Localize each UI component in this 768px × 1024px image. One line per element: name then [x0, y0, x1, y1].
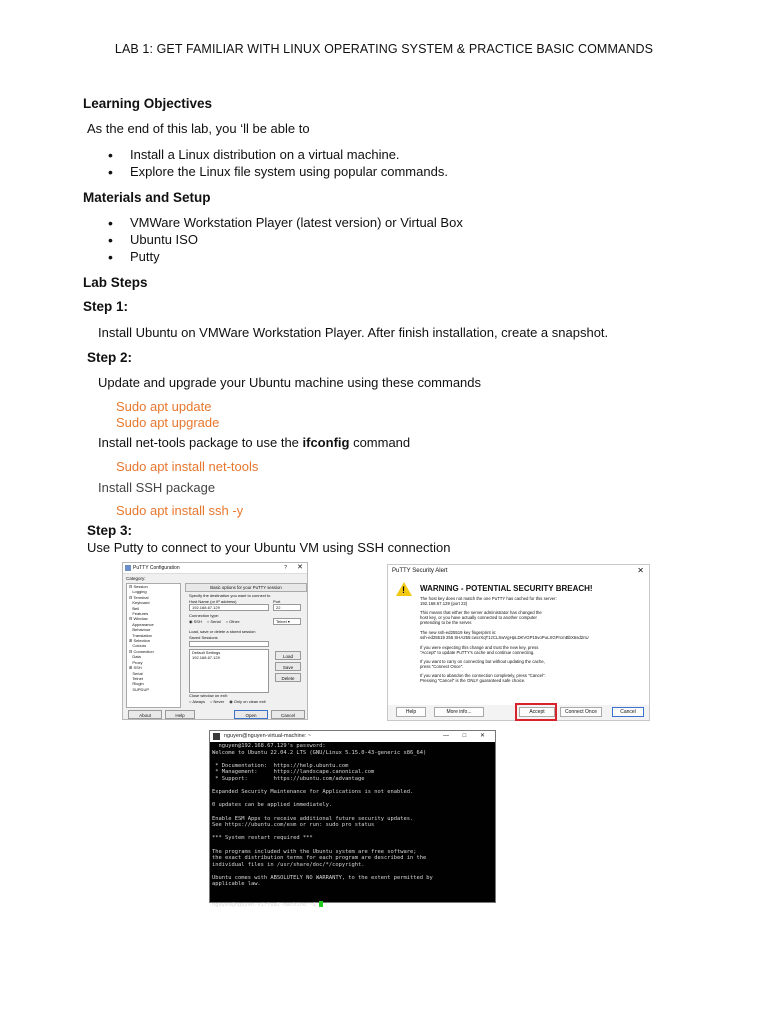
port-label: Port	[273, 599, 281, 604]
close-icon[interactable]: ✕	[637, 566, 644, 575]
saved-sessions-label: Saved Sessions	[189, 635, 218, 640]
terminal-line: * Management: https://landscape.canonical.com	[212, 769, 375, 776]
category-tree-item[interactable]: Appearance	[129, 621, 154, 627]
terminal-line	[212, 868, 493, 875]
nettools-text-post: command	[349, 435, 411, 450]
help-icon[interactable]: ?	[284, 565, 287, 571]
terminal-line: applicable law.	[212, 881, 261, 888]
putty-config-title: PuTTY Configuration	[133, 565, 180, 571]
putty-security-alert	[387, 564, 650, 721]
alert-paragraph: This means that either the server administrator has changed the host key, or you have actually connected to another computer pretending to be the server.	[420, 610, 542, 626]
terminal-line: Expanded Security Maintenance for Applications is not enabled.	[212, 789, 414, 796]
category-tree-item[interactable]: Translation	[129, 632, 152, 638]
connection-type-label: Connection type:	[189, 613, 220, 618]
category-tree-item[interactable]: SUPDUP	[129, 686, 150, 692]
objective-item: • Explore the Linux file system using popular commands.	[130, 164, 448, 179]
terminal-icon	[213, 733, 220, 740]
command-upgrade: Sudo apt upgrade	[116, 415, 220, 430]
step2-text: Update and upgrade your Ubuntu machine using these commands	[98, 375, 482, 390]
destination-label: Specify the destination you want to connect to	[189, 593, 271, 598]
step1-text: Install Ubuntu on VMWare Workstation Player. After finish installation, create a snapshot.	[98, 325, 609, 340]
category-tree-item[interactable]: Data	[129, 654, 141, 660]
sessions-list[interactable]	[189, 649, 269, 693]
help-button[interactable]: Help	[165, 710, 195, 719]
category-tree-item[interactable]: Colours	[129, 643, 147, 649]
terminal-prompt: nguyen@nguyen-virtual-machine:~$	[212, 902, 320, 909]
accept-button[interactable]: Accept	[519, 707, 555, 717]
category-label: Category:	[126, 576, 146, 581]
putty-icon	[125, 565, 131, 571]
terminal-line	[212, 809, 493, 816]
category-tree-item[interactable]: Serial	[129, 670, 143, 676]
terminal-line	[212, 895, 493, 902]
radio-other[interactable]: ○ Other:	[225, 619, 241, 624]
connect-once-button[interactable]: Connect Once	[560, 707, 602, 717]
alert-titlebar	[388, 565, 649, 577]
radio-clean-exit-label: Only on clean exit	[233, 699, 266, 704]
command-update: Sudo apt update	[116, 399, 212, 414]
terminal-line: individual files in /usr/share/doc/*/copyright.	[212, 861, 365, 868]
load-button[interactable]: Load	[275, 651, 301, 660]
ifconfig-keyword: ifconfig	[302, 435, 350, 450]
step3-heading: Step 3:	[87, 523, 133, 538]
close-icon[interactable]: ✕	[297, 564, 303, 571]
nettools-text-pre: Install net-tools package to use the	[98, 435, 303, 450]
terminal-line: See https://ubuntu.com/esm or run: sudo pro status	[212, 822, 375, 829]
lab-steps-heading: Lab Steps	[83, 275, 148, 290]
other-protocol-select[interactable]	[273, 618, 301, 625]
step2-heading: Step 2:	[87, 350, 133, 365]
material-item: • Ubuntu ISO	[130, 232, 198, 247]
connection-type-radios	[189, 619, 240, 624]
radio-never-label: Never	[213, 699, 225, 704]
category-tree-item[interactable]: Logging	[129, 589, 147, 595]
radio-never[interactable]: ○ Never	[209, 699, 225, 704]
step3-text: Use Putty to connect to your Ubuntu VM using SSH connection	[87, 540, 451, 555]
step1-heading: Step 1:	[83, 299, 129, 314]
terminal-line: the exact distribution terms for each program are described in the	[212, 855, 427, 862]
load-save-label: Load, save or delete a stored session	[189, 629, 256, 634]
host-label: Host Name (or IP address)	[189, 599, 237, 604]
terminal-output[interactable]	[210, 742, 495, 910]
more-info-button[interactable]: More info...	[434, 707, 484, 717]
alert-paragraph: The host key does not match the one PuTTY has cached for this server: 192.168.67.129 (port 22)	[420, 596, 557, 607]
window-controls[interactable]: — □ ✕	[443, 733, 491, 739]
terminal-cursor	[319, 901, 323, 907]
radio-ssh[interactable]: ◉ SSH	[189, 619, 202, 624]
category-tree-item[interactable]: ⊞ SSH	[129, 665, 142, 671]
radio-serial[interactable]: ○ Serial	[206, 619, 221, 624]
terminal-line: nguyen@192.168.67.129's password:	[212, 743, 326, 749]
terminal-title: nguyen@nguyen-virtual-machine: ~	[224, 733, 312, 739]
terminal-line: *** System restart required ***	[212, 835, 313, 842]
alert-heading: WARNING - POTENTIAL SECURITY BREACH!	[420, 584, 593, 593]
delete-button[interactable]: Delete	[275, 673, 301, 682]
alert-paragraph: The new ssh-ed25519 key fingerprint is: ssh-ed25519 255 SHA256:cwcrXqT1zCLSwVgHpLDKVGP15voPuLXGPrcmBbX6sd2nU	[420, 630, 589, 641]
terminal-line	[212, 796, 493, 803]
putty-config-titlebar	[123, 563, 307, 574]
host-input[interactable]: 192.168.67.129	[189, 604, 269, 611]
terminal-line: * Support: https://ubuntu.com/advantage	[212, 775, 365, 782]
about-button[interactable]: About	[128, 710, 162, 719]
radio-other-label: Other:	[229, 619, 241, 624]
terminal-line: * Documentation: https://help.ubuntu.com	[212, 762, 349, 769]
ssh-text: Install SSH package	[98, 480, 216, 495]
terminal-line	[212, 756, 493, 763]
terminal-line: Enable ESM Apps to receive additional future security updates.	[212, 815, 414, 822]
radio-always[interactable]: ○ Always	[189, 699, 205, 704]
category-tree-item[interactable]: Behaviour	[129, 627, 151, 633]
cancel-button[interactable]: Cancel	[271, 710, 305, 719]
radio-serial-label: Serial	[210, 619, 221, 624]
objectives-intro: As the end of this lab, you ‘ll be able to	[87, 121, 310, 136]
objectives-heading: Learning Objectives	[83, 96, 213, 111]
alert-title: PuTTY Security Alert	[392, 568, 448, 574]
objective-item: • Install a Linux distribution on a virtual machine.	[130, 147, 400, 162]
category-tree-item[interactable]: Bell	[129, 605, 140, 611]
port-input[interactable]: 22	[273, 604, 301, 611]
category-tree-item[interactable]: Rlogin	[129, 681, 144, 687]
saved-session-input[interactable]	[189, 641, 269, 647]
terminal-line	[212, 842, 493, 849]
terminal-line: 0 updates can be applied immediately.	[212, 802, 333, 809]
warning-icon: !	[396, 582, 412, 596]
radio-clean-exit[interactable]: ◉ Only on clean exit	[229, 699, 266, 704]
terminal-titlebar	[210, 731, 495, 742]
chevron-down-icon: ▾	[287, 619, 290, 624]
terminal-line: Ubuntu comes with ABSOLUTELY NO WARRANTY, to the extent permitted by	[212, 874, 433, 881]
terminal-line	[212, 829, 493, 836]
category-tree-item[interactable]: ⊟ Connection	[129, 648, 154, 654]
radio-always-label: Always	[192, 699, 205, 704]
material-item: • VMWare Workstation Player (latest version) or Virtual Box	[130, 215, 463, 230]
document-title: LAB 1: GET FAMILIAR WITH LINUX OPERATING SYSTEM & PRACTICE BASIC COMMANDS	[114, 42, 654, 56]
category-tree-item[interactable]: ⊞ Selection	[129, 638, 150, 644]
alert-cancel-button[interactable]: Cancel	[612, 707, 644, 717]
other-protocol-value: Telnet	[276, 619, 287, 624]
radio-ssh-label: SSH	[193, 619, 202, 624]
terminal-line	[212, 888, 493, 895]
alert-help-button[interactable]: Help	[396, 707, 426, 717]
material-item: • Putty	[130, 249, 160, 264]
section-title: Basic options for your PuTTY session	[185, 583, 307, 592]
open-button[interactable]: Open	[234, 710, 268, 719]
terminal-line: The programs included with the Ubuntu system are free software;	[212, 848, 417, 855]
category-tree[interactable]	[126, 583, 181, 708]
terminal-line: Welcome to Ubuntu 22.04.2 LTS (GNU/Linux 5.15.0-43-generic x86_64)	[212, 749, 427, 756]
category-tree-item[interactable]: ⊟ Window	[129, 616, 148, 622]
save-button[interactable]: Save	[275, 662, 301, 671]
category-tree-item[interactable]: Telnet	[129, 675, 143, 681]
alert-paragraph: If you want to carry on connecting but without updating the cache, press "Connect Once".	[420, 659, 545, 670]
close-on-exit-radios	[189, 699, 266, 704]
category-tree-item[interactable]: ⊟ Terminal	[129, 594, 149, 600]
alert-paragraph: If you want to abandon the connection completely, press "Cancel". Pressing "Cancel" is the ONLY guaranteed safe choice.	[420, 673, 546, 684]
materials-heading: Materials and Setup	[83, 190, 211, 205]
session-item[interactable]: Default Settings	[192, 650, 221, 655]
session-item[interactable]: 192.168.67.129	[192, 655, 220, 660]
category-tree-item[interactable]: Features	[129, 611, 149, 617]
accept-highlight	[515, 703, 557, 721]
close-on-exit-label: Close window on exit:	[189, 693, 228, 698]
nettools-text	[98, 435, 410, 450]
command-ssh: Sudo apt install ssh -y	[116, 503, 244, 518]
category-tree-item[interactable]: Proxy	[129, 659, 143, 665]
alert-paragraph: If you were expecting this change and trust the new key, press "Accept" to update PuTTY's cache and continue connecting.	[420, 645, 539, 656]
category-tree-item[interactable]: ⊟ Session	[129, 584, 148, 589]
putty-config-window	[122, 562, 308, 720]
command-nettools: Sudo apt install net-tools	[116, 459, 259, 474]
terminal-line	[212, 783, 493, 790]
terminal-window	[209, 730, 496, 909]
category-tree-item[interactable]: Keyboard	[129, 600, 150, 606]
terminal-prompt-line[interactable]	[212, 901, 493, 909]
